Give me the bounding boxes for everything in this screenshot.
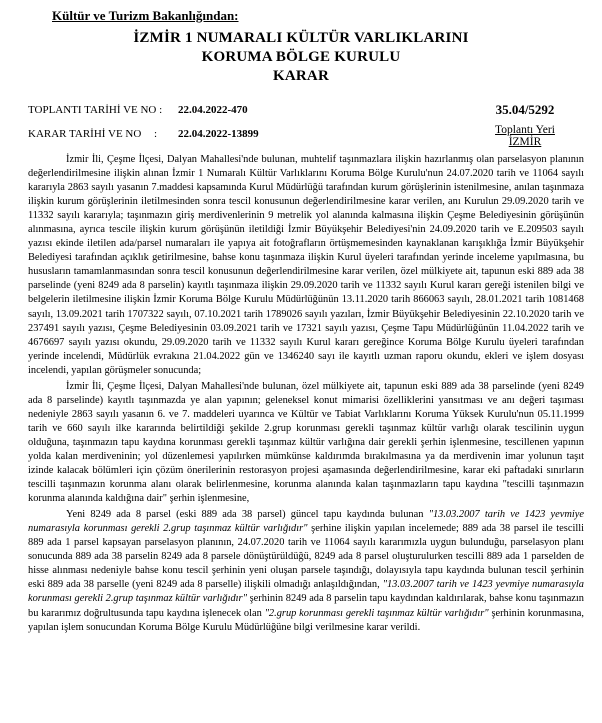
paragraph-3-text-e: şerhinin 8249 ada 8 parselin tapu kaydından kaldırılarak, bahse konu taşınmazın bu kararımız doğrultusunda tapu kaydına işlenecek olan	[28, 593, 585, 619]
paragraph-3	[28, 508, 584, 634]
paragraph-3-text-a: Yeni 8249 ada 8 parsel (eski 889 ada 38 parsel) güncel tapu kaydında bulunan	[66, 509, 429, 521]
decision-date-label: KARAR TARİHİ VE NO	[28, 128, 142, 140]
meeting-date-label: TOPLANTI TARİHİ VE NO :	[28, 104, 163, 116]
title-line-3: KARAR	[273, 68, 329, 84]
decision-date-value: 22.04.2022-13899	[178, 128, 259, 140]
paragraph-1: İzmir İli, Çeşme İlçesi, Dalyan Mahallesi'nde bulunan, muhtelif taşınmazlara ilişkin hazırlanmış olan parselasyon planının değerlendirilmesine ilişkin alınan İzmir 1 Numaralı Kültür Varlıklarını Koruma Bölge Kurulu'nun 24.07.2020 tarih ve 11064 sayılı kararıyla 2863 sayılı yasanın 7.maddesi kapsamında Kurul Müdürlüğü tarafından kurum görüşlerinin istenilmesine, anılan taşınmaza ilişkin kurum görüşlerinin iletilmesinden sonra tescil konusunun değerlendirilmesine karar verilen, anı Kurulun 29.09.2020 tarih ve 11332 sayılı kararıyla; taşınmazın giriş merdivenlerinin 9 metrelik yol alanında kalmasına ilişkin Çeşme Belediyesinin görüşünün alınmasına, ayrıca tescile ilişkin kurum görüşünün iletildiği İzmir Büyükşehir Belediyesi'nin 24.09.2020 tarih ve E.209503 sayılı yazısı ekinde iletilen ada/parsel numaraları ile yapıya ait fotoğrafların örtüşmemesinden kaynaklanan karışıklığa İzmir Büyükşehir Belediyesi tarafından açıklık getirilmesine, bahse konu taşınmaza ilişkin Kurul üyeleri tarafından yerinde inceleme yapılmasına, bu hususların tamamlanmasından sonra tescil konusunun değerlendirilmesine karar verilen, özel mülkiyete ait, tapunun eski 889 ada 38 parselinde (yeni 8249 ada 8 parselin) kayıtlı taşınmaza ilişkin 29.09.2020 tarih ve 11332 sayılı Kurul kararı gereği istenilen bilgi ve belgelerin iletilmesine ilişkin İzmir Koruma Bölge Kurulu Müdürlüğünün 13.11.2020 tarih 866063 sayılı, 28.01.2021 tarih 1081468 sayılı, 13.09.2021 tarih 1707322 sayılı, 07.10.2021 tarih 1789026 sayılı yazıları, İzmir Büyükşehir Belediyesinin 22.10.2020 tarih ve 237491 sayılı yazısı, Çeşme Belediyesinin 03.09.2021 tarih ve 17321 sayılı yazısı, Çeşme Tapu Müdürlüğünün 11.04.2022 tarih ve 4676697 sayılı yazısı okundu, 29.09.2020 tarih ve 11332 sayılı Kurul kararı gereğince Koruma Bölge Kurulu üyeleri tarafından yerinde incelendi, Müdürlük evrakına 21.04.2022 gün ve 1346240 sayı ile kayıtlı uzman raporu okundu, ekleri ve işlem dosyası incelendi, yapılan görüşmeler sonucunda;	[28, 154, 584, 376]
ministry-heading: Kültür ve Turizm Bakanlığından:	[52, 8, 239, 23]
paragraph-3-text-g: şerhinin korunmasına, yapılan işlem sonucundan Koruma Bölge Kurulu Müdürlüğüne bilgi verilmesine karar verildi.	[28, 607, 584, 633]
decision-date-colon: :	[154, 128, 158, 140]
decision-body	[28, 153, 584, 635]
decision-info-box	[470, 102, 580, 148]
meeting-place-value: İZMİR	[508, 136, 542, 148]
paragraph-3-quote-3: "2.grup korunması gerekli taşınmaz kültür varlığıdır"	[264, 607, 489, 619]
title-line-2: KORUMA BÖLGE KURULU	[201, 49, 401, 65]
meeting-date-value: 22.04.2022-470	[178, 104, 248, 116]
paragraph-3-quote-2: "13.03.2007 tarih ve 1423 yevmiye numarasıyla korunması gerekli 2.grup taşınmaz kültür varlığıdır"	[28, 579, 584, 605]
paragraph-3-quote-1: "13.03.2007 tarih ve 1423 yevmiye numarasıyla korunması gerekli 2.grup taşınmaz kültür varlığıdır"	[28, 509, 584, 535]
paragraph-3-text-c: şerhine ilişkin yapılan incelemede; 889 ada 38 parsel ile tescilli 889 ada 1 parsel kapsayan parselasyon planının, 24.07.2020 tarih ve 11064 sayılı kararımızla uygun bulunduğu, parselasyon planı sonucunda 889 ada 38 parselin 8249 ada 8 parsele dönüştürüldüğü, 8249 ada 8 parsel oluşturulurken tescilli 889 ada 1 parselden de hisse alınması nedeniyle bahse konu tescil şerhinin yeni oluşan parsele taşındığı, dolayısıyla tapu kaydında bulunan tescil şerhinin eski 889 ada 38 parselle (yeni 8249 ada 8 parselle) ilişkili olmadığı anlaşıldığından,	[28, 523, 584, 591]
meeting-place-label: Toplantı Yeri	[495, 124, 555, 136]
paragraph-2: İzmir İli, Çeşme İlçesi, Dalyan Mahallesi'nde bulunan, özel mülkiyete ait, tapunun eski 889 ada 38 parselinde (yeni 8249 ada 8 parselinde) kayıtlı taşınmazda ye alan yapının; geleneksel konut mimarisi özelliklerini yansıtması ve anı değeri taşıması nedeniyle 2863 sayılı yasanın 6. ve 7. maddeleri uyarınca ve Kültür ve Tabiat Varlıklarını Koruma Yüksek Kurulu'nun 05.11.1999 tarih ve 660 sayılı ilke kararında belirtildiği şekilde 2.grup korunması gerekli taşınmaz kültür varlığı olarak tescilinin uygun olduğuna, taşınmazın tapu kaydına korunması gerekli taşınmaz kültür varlığına dair gerekli şerhin işlenmesine, tescillenen yapının yolda kalan merdiveninin; yol düzenlemesi yapılırken mümkünse kaldırımda bırakılmasına ya da merdivenin imar yolunun taşıt izinde kalacak bölümleri için çözüm önerilerinin restorasyon projesi aşamasında değerlendirilmesine, karar eki paftadaki sınırların tescilli taşınmazın korunma alanı olarak belirlenmesine, korunma alanında kalan taşınmazların tapu kaydına "tescilli taşınmazın korunma alanında kaldığına dair" şerhin işlenmesine,	[28, 380, 584, 505]
decision-number: 35.04/5292	[495, 102, 555, 117]
title-line-1: İZMİR 1 NUMARALI KÜLTÜR VARLIKLARINI	[133, 30, 469, 46]
